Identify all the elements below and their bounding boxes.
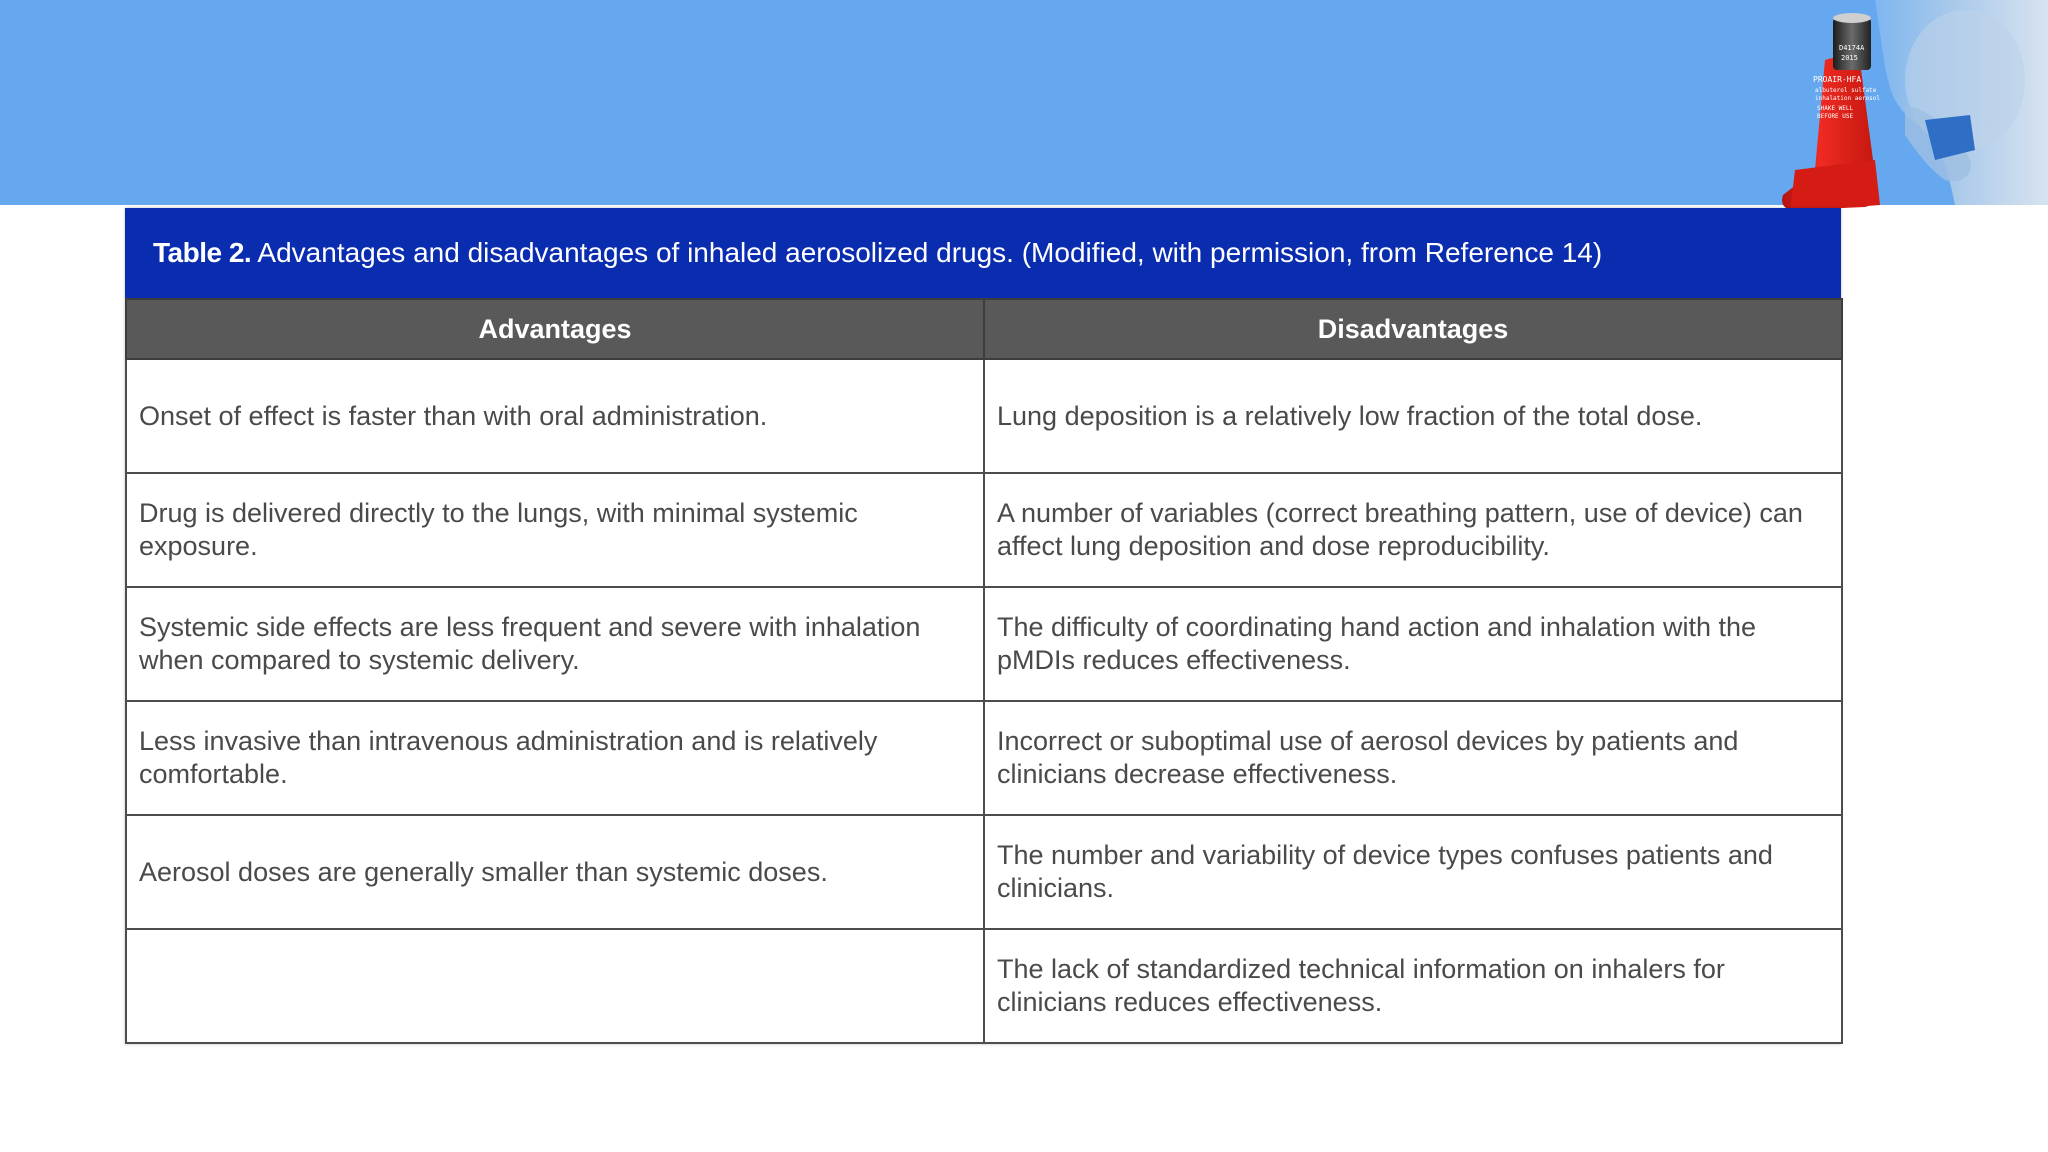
svg-text:2015: 2015 — [1841, 54, 1858, 62]
table-row — [126, 929, 1842, 1043]
table-row — [126, 701, 1842, 815]
advantage-cell — [126, 929, 984, 1043]
svg-text:albuterol sulfate: albuterol sulfate — [1815, 87, 1877, 94]
advantage-cell: Onset of effect is faster than with oral administration. — [126, 359, 984, 473]
advantage-cell: Less invasive than intravenous administration and is relatively comfortable. — [126, 701, 984, 815]
inhaler-photo-icon — [1755, 0, 2048, 215]
advantage-cell: Systemic side effects are less frequent and severe with inhalation when compared to systemic delivery. — [126, 587, 984, 701]
svg-text:SHAKE WELL: SHAKE WELL — [1817, 105, 1854, 112]
advantage-cell: Aerosol doses are generally smaller than systemic doses. — [126, 815, 984, 929]
table-row — [126, 587, 1842, 701]
disadvantage-cell: Lung deposition is a relatively low fraction of the total dose. — [984, 359, 1842, 473]
header-disadvantages: Disadvantages — [984, 299, 1842, 359]
disadvantage-cell: The difficulty of coordinating hand action and inhalation with the pMDIs reduces effectiveness. — [984, 587, 1842, 701]
svg-text:inhalation aerosol: inhalation aerosol — [1815, 95, 1881, 102]
svg-text:PROAIR-HFA: PROAIR-HFA — [1813, 75, 1862, 84]
advantages-table — [125, 208, 1841, 1044]
table-title-label: Table 2. — [153, 237, 252, 268]
top-banner — [0, 0, 2048, 205]
disadvantage-cell: The lack of standardized technical information on inhalers for clinicians reduces effectiveness. — [984, 929, 1842, 1043]
data-table — [125, 298, 1843, 1044]
table-row — [126, 359, 1842, 473]
table-title-text: Advantages and disadvantages of inhaled aerosolized drugs. (Modified, with permission, from Reference 14) — [251, 237, 1603, 268]
disadvantage-cell: A number of variables (correct breathing pattern, use of device) can affect lung deposition and dose reproducibility. — [984, 473, 1842, 587]
header-row — [126, 299, 1842, 359]
table-title — [125, 208, 1841, 298]
header-advantages: Advantages — [126, 299, 984, 359]
advantage-cell: Drug is delivered directly to the lungs, with minimal systemic exposure. — [126, 473, 984, 587]
table-row — [126, 473, 1842, 587]
svg-text:BEFORE USE: BEFORE USE — [1817, 113, 1854, 120]
disadvantage-cell: Incorrect or suboptimal use of aerosol devices by patients and clinicians decrease effectiveness. — [984, 701, 1842, 815]
disadvantage-cell: The number and variability of device types confuses patients and clinicians. — [984, 815, 1842, 929]
table-row — [126, 815, 1842, 929]
svg-text:D4174A: D4174A — [1839, 44, 1865, 52]
